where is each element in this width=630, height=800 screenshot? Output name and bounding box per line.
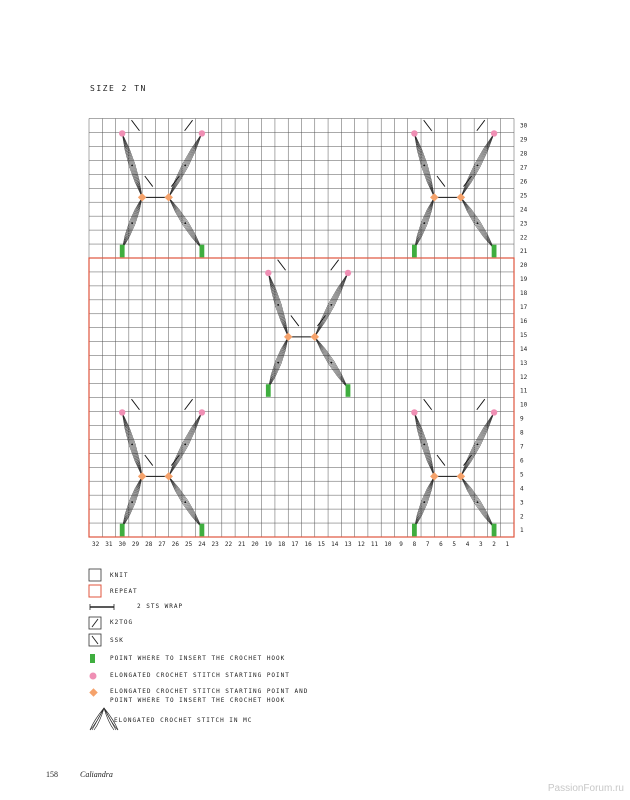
col-label: 32	[92, 541, 100, 548]
motif	[411, 399, 497, 536]
col-label: 5	[452, 541, 457, 548]
pink-dot	[119, 409, 125, 415]
motif	[411, 120, 497, 257]
col-label: 24	[198, 541, 206, 548]
col-label: 20	[251, 541, 259, 548]
col-label: 8	[412, 541, 417, 548]
col-label: 6	[439, 541, 443, 548]
row-label: 15	[520, 331, 528, 339]
pink-dot	[491, 130, 497, 136]
row-label: 28	[520, 150, 528, 158]
col-label: 9	[399, 541, 403, 548]
stitch-arrow	[330, 362, 332, 364]
col-label: 1	[505, 541, 510, 548]
knit-square-icon	[88, 568, 102, 582]
row-label: 21	[520, 248, 528, 256]
row-label: 19	[520, 276, 528, 284]
legend-label-elongated: ELONGATED CROCHET STITCH IN MC	[114, 717, 253, 724]
row-label: 2	[520, 513, 524, 521]
row-label: 17	[520, 304, 528, 312]
col-label: 27	[158, 541, 166, 548]
row-label: 18	[520, 290, 528, 298]
col-label: 23	[211, 541, 219, 548]
legend-label-insert-hook: POINT WHERE TO INSERT THE CROCHET HOOK	[110, 655, 286, 662]
col-label: 13	[344, 541, 352, 548]
row-label: 20	[520, 262, 528, 270]
row-label: 6	[520, 457, 524, 465]
orange-diamond-icon	[88, 687, 100, 699]
legend-label-ssk: SSK	[110, 637, 124, 644]
row-label: 27	[520, 164, 528, 172]
legend-label-wrap: 2 STS WRAP	[137, 603, 184, 610]
green-insert	[120, 524, 125, 537]
stitch-arrow	[423, 501, 425, 503]
legend-label-k2tog: K2TOG	[110, 619, 134, 626]
stitch-arrow	[477, 164, 479, 166]
pink-dot	[491, 409, 497, 415]
motif	[265, 260, 351, 397]
col-label: 22	[224, 541, 233, 548]
stitch-arrow	[330, 304, 332, 306]
orange-diamond	[430, 193, 438, 201]
repeat-square-icon	[88, 584, 102, 598]
green-insert	[199, 524, 204, 537]
page-number: 158	[46, 770, 58, 779]
row-label: 26	[520, 178, 528, 186]
pink-dot-icon	[88, 671, 98, 681]
row-label: 30	[520, 122, 528, 130]
col-label: 21	[238, 541, 246, 548]
row-label: 22	[520, 234, 528, 242]
wrap-bar-icon	[88, 602, 118, 612]
motif	[119, 399, 205, 536]
col-label: 16	[304, 541, 312, 548]
pink-dot	[119, 130, 125, 136]
col-label: 12	[357, 541, 365, 548]
green-insert	[266, 384, 271, 397]
col-label: 14	[331, 541, 339, 548]
k2tog-symbol	[477, 399, 485, 410]
row-label: 1	[520, 527, 524, 535]
chart-grid	[89, 119, 514, 538]
col-label: 15	[317, 541, 326, 548]
green-insert	[492, 245, 497, 258]
ssk-symbol	[424, 399, 432, 410]
col-label: 19	[264, 541, 272, 548]
legend-label-knit: KNIT	[110, 572, 129, 579]
col-label: 30	[118, 541, 126, 548]
row-label: 8	[520, 429, 524, 437]
stitch-arrow	[131, 443, 133, 445]
row-label: 13	[520, 359, 528, 367]
orange-diamond	[284, 333, 292, 341]
col-label: 7	[425, 541, 430, 548]
ssk-symbol	[437, 176, 445, 187]
chart-title: SIZE 2 TN	[90, 84, 147, 93]
legend-label-start-insert: ELONGATED CROCHET STITCH STARTING POINT AND	[110, 688, 309, 695]
pink-dot	[345, 270, 351, 276]
row-label: 4	[520, 485, 524, 493]
stitch-arrow	[277, 362, 279, 364]
stitch-arrow	[423, 164, 425, 166]
stitch-arrow	[477, 222, 479, 224]
orange-diamond	[430, 472, 438, 480]
page-footer	[46, 770, 113, 779]
col-label: 11	[370, 541, 379, 548]
col-label: 4	[465, 541, 470, 548]
stitch-arrow	[423, 443, 425, 445]
stitch-arrow	[184, 222, 186, 224]
row-label: 14	[520, 345, 528, 353]
row-label: 25	[520, 192, 528, 200]
pink-dot	[199, 409, 205, 415]
k2tog-symbol	[185, 120, 193, 131]
row-label: 3	[520, 499, 524, 507]
col-label: 28	[145, 541, 153, 548]
pink-dot	[411, 409, 417, 415]
row-label: 7	[520, 443, 524, 451]
green-insert	[412, 524, 417, 537]
stitch-arrow	[423, 222, 425, 224]
green-insert	[492, 524, 497, 537]
pink-dot	[411, 130, 417, 136]
ssk-symbol	[145, 176, 153, 187]
stitch-arrow	[131, 164, 133, 166]
row-label: 29	[520, 136, 528, 144]
col-label: 26	[171, 541, 179, 548]
orange-diamond	[138, 472, 146, 480]
green-insert	[412, 245, 417, 258]
stitch-arrow	[184, 164, 186, 166]
col-label: 3	[478, 541, 483, 548]
ssk-symbol	[291, 315, 299, 326]
ssk-symbol	[424, 120, 432, 131]
k2tog-symbol	[477, 120, 485, 131]
row-label: 12	[520, 373, 528, 381]
ssk-symbol	[278, 260, 286, 271]
ssk-icon	[88, 633, 102, 647]
row-label: 5	[520, 471, 524, 479]
green-insert	[120, 245, 125, 258]
green-insert	[199, 245, 204, 258]
motif-layer	[119, 120, 497, 536]
col-label: 29	[131, 541, 140, 548]
pink-dot	[199, 130, 205, 136]
motif	[119, 120, 205, 257]
stitch-arrow	[184, 443, 186, 445]
col-label: 18	[277, 541, 286, 548]
stitch-arrow	[131, 501, 133, 503]
row-label: 11	[520, 387, 528, 395]
row-label: 9	[520, 415, 524, 423]
stitch-arrow	[184, 501, 186, 503]
col-label: 2	[492, 541, 496, 548]
ssk-symbol	[132, 120, 140, 131]
row-label: 10	[520, 401, 528, 409]
ssk-symbol	[145, 455, 153, 466]
stitch-arrow	[277, 304, 279, 306]
row-label: 23	[520, 220, 528, 228]
legend-label-start-point: ELONGATED CROCHET STITCH STARTING POINT	[110, 672, 290, 679]
ssk-symbol	[132, 399, 140, 410]
pattern-name: Caliandra	[80, 770, 113, 779]
legend-label-start-insert-2: POINT WHERE TO INSERT THE CROCHET HOOK	[110, 697, 286, 704]
green-insert	[346, 384, 351, 397]
orange-diamond	[138, 193, 146, 201]
row-labels	[520, 123, 528, 535]
k2tog-symbol	[185, 399, 193, 410]
ssk-symbol	[437, 455, 445, 466]
legend-label-repeat: REPEAT	[110, 588, 138, 595]
col-label: 17	[291, 541, 299, 548]
watermark: PassionForum.ru	[547, 783, 624, 794]
k2tog-icon	[88, 616, 102, 630]
column-labels	[92, 541, 510, 548]
green-rect-icon	[88, 653, 98, 665]
row-label: 24	[520, 206, 528, 214]
col-label: 25	[184, 541, 193, 548]
stitch-arrow	[131, 222, 133, 224]
col-label: 10	[384, 541, 392, 548]
row-label: 16	[520, 317, 528, 325]
stitch-arrow	[477, 501, 479, 503]
stitch-arrow	[477, 443, 479, 445]
pink-dot	[265, 270, 271, 276]
k2tog-symbol	[331, 260, 339, 271]
col-label: 31	[105, 541, 113, 548]
